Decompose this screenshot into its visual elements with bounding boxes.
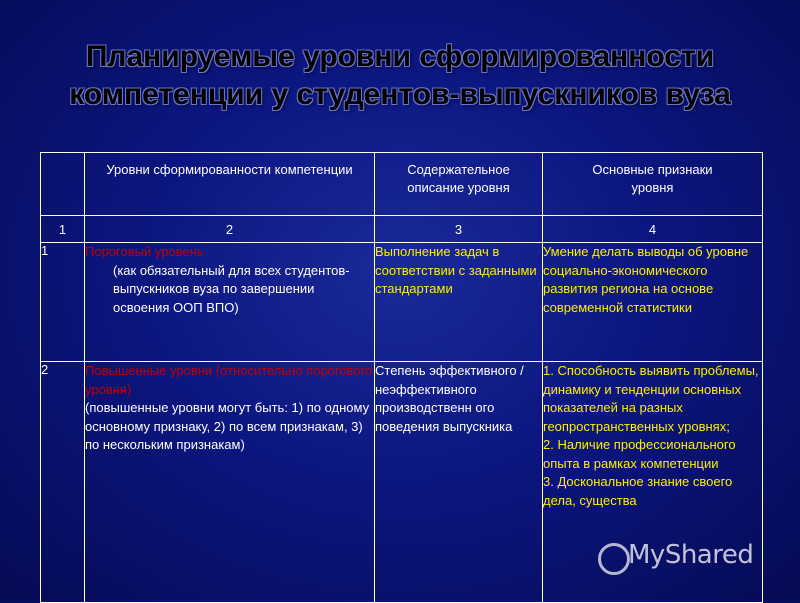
watermark: MyShared (628, 540, 754, 570)
header-signs: Основные признаки уровня (543, 153, 763, 216)
description-text: Степень эффективного / неэффективного производственн ого поведения выпускника (375, 363, 524, 434)
column-number: 4 (543, 216, 763, 243)
description-cell (375, 362, 543, 603)
description-cell (375, 243, 543, 362)
signs-item-3: 3. Доскональное знание своего дела, существа (543, 474, 733, 508)
header-row (41, 153, 763, 216)
signs-item-1: 1. Способность выявить проблемы, динамику и тенденции основных показателей на разных геопространственных уровнях; (543, 363, 759, 434)
header-description: Содержательное описание уровня (375, 153, 543, 216)
description-text: Выполнение задач в соответствии с заданными стандартами (375, 244, 537, 296)
level-note: (как обязательный для всех студентов-выпускников вуза по завершении освоения ООП ВПО) (113, 262, 350, 315)
slide-title (0, 38, 800, 114)
header-cell-empty (41, 153, 85, 216)
watermark-logo-icon (598, 543, 630, 575)
level-title: Пороговый уровень (85, 244, 204, 259)
signs-item-2: 2. Наличие профессионального опыта в рамках компетенции (543, 437, 736, 471)
competence-levels-table (40, 152, 763, 603)
column-numbers-row (41, 216, 763, 243)
row-number: 2 (41, 362, 85, 603)
table-row (41, 243, 763, 362)
level-cell (85, 362, 375, 603)
title-line-2: компетенции у студентов-выпускников вуза (69, 78, 731, 111)
title-line-1: Планируемые уровни сформированности (85, 40, 715, 73)
level-title: Повышенные уровни (относительно порогового уровня) (85, 363, 373, 397)
row-number: 1 (41, 243, 85, 362)
signs-text: Умение делать выводы об уровне социально-экономического развития региона на основе современной статистики (543, 244, 749, 315)
level-cell (85, 243, 375, 362)
level-note: (повышенные уровни могут быть: 1) по одному основному признаку, 2) по всем признакам, 3) по нескольким признакам) (85, 400, 370, 452)
column-number: 3 (375, 216, 543, 243)
column-number: 2 (85, 216, 375, 243)
signs-cell (543, 243, 763, 362)
column-number: 1 (41, 216, 85, 243)
header-levels: Уровни сформированности компетенции (85, 153, 375, 216)
